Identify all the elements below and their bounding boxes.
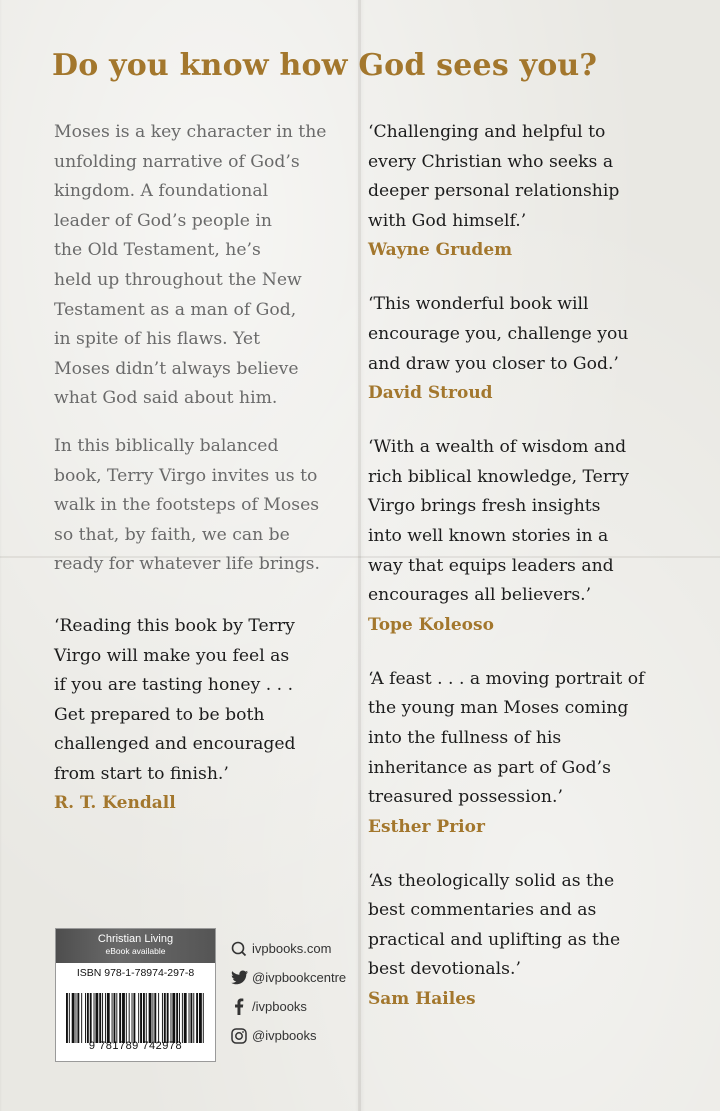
quote-line: into the fullness of his [368, 727, 562, 748]
ebook-label: eBook available [105, 946, 166, 956]
quote-line: rich biblical knowledge, Terry [368, 466, 629, 487]
barcode-image [64, 993, 207, 1043]
quote-line: practical and uplifting as the [368, 929, 621, 950]
text-line: In this biblically balanced [54, 435, 279, 456]
category-label: Christian Living [97, 933, 174, 945]
barcode-bar [102, 993, 103, 1043]
social-text: @ivpbookcentre [252, 970, 347, 985]
description-paragraph-1 [54, 118, 344, 414]
instagram-icon [230, 1027, 248, 1045]
quote-line: encourage you, challenge you [368, 323, 629, 344]
barcode-bar [138, 993, 139, 1043]
barcode-bar [167, 993, 169, 1043]
endorsement-author: Tope Koleoso [368, 614, 494, 635]
text-line: so that, by faith, we can be [54, 524, 290, 545]
text-line: kingdom. A foundational [54, 181, 269, 202]
endorsement-author: Sam Hailes [368, 989, 476, 1010]
headline: Do you know how God sees you? [52, 48, 598, 83]
social-text: ivpbooks.com [252, 941, 332, 956]
text-line: leader of God’s people in [54, 210, 272, 231]
endorsement-author: Wayne Grudem [368, 240, 513, 261]
quote-line: way that equips leaders and [368, 555, 614, 576]
social-website[interactable] [230, 934, 346, 963]
barcode-bar [95, 993, 98, 1043]
barcode-bar [81, 993, 82, 1043]
barcode-bar [149, 993, 152, 1043]
quote-line: into well known stories in a [368, 525, 609, 546]
barcode-bar [162, 993, 163, 1043]
social-links [230, 934, 346, 1050]
barcode-bar [112, 993, 113, 1043]
quote-line: from start to finish.’ [54, 763, 229, 784]
barcode-bar [132, 993, 133, 1043]
barcode-bar [66, 993, 68, 1043]
barcode-bar [152, 993, 153, 1043]
endorsement-hailes [368, 867, 688, 1013]
barcode-bar [164, 993, 166, 1043]
quote-line: with God himself.’ [368, 210, 527, 231]
social-text: @ivpbooks [252, 1028, 317, 1043]
barcode-bar [146, 993, 147, 1043]
barcode-bar [171, 993, 172, 1043]
barcode-bar [184, 993, 187, 1043]
barcode-bar [77, 993, 79, 1043]
text-line: the Old Testament, he’s [54, 240, 261, 261]
social-text: /ivpbooks [252, 999, 307, 1014]
twitter-icon [230, 969, 248, 987]
barcode-bar [69, 993, 70, 1043]
barcode-bar [190, 993, 192, 1043]
barcode-bar [105, 993, 106, 1043]
left-column [54, 118, 344, 817]
quote-line: encourages all believers.’ [368, 585, 592, 606]
barcode-bar [129, 993, 130, 1043]
text-line: in spite of his flaws. Yet [54, 329, 261, 350]
quote-line: if you are tasting honey . . . [54, 675, 294, 696]
barcode-bar [85, 993, 86, 1043]
quote-line: challenged and encouraged [54, 734, 296, 755]
barcode-bar [94, 993, 95, 1043]
barcode-bar [99, 993, 101, 1043]
text-line: Testament as a man of God, [54, 299, 297, 320]
facebook-icon [230, 998, 248, 1016]
barcode-bar [133, 993, 135, 1043]
barcode-bar [189, 993, 190, 1043]
quote-line: best devotionals.’ [368, 959, 521, 980]
isbn-label: ISBN 978-1-78974-297-8 [76, 967, 195, 979]
barcode-bar [126, 993, 127, 1043]
quote-line: Virgo will make you feel as [54, 645, 290, 666]
barcode-bar [196, 993, 198, 1043]
barcode-bar [119, 993, 121, 1043]
quote-line: Virgo brings fresh insights [368, 496, 601, 517]
barcode-bar [179, 993, 180, 1043]
barcode-bar [107, 993, 110, 1043]
endorsement-koleoso [368, 433, 688, 639]
right-column [368, 118, 688, 1013]
barcode-bar [122, 993, 125, 1043]
endorsement-author: David Stroud [368, 383, 493, 404]
barcode-bar [72, 993, 75, 1043]
barcode-number: 9 781789 742978 [88, 1040, 183, 1052]
text-line: unfolding narrative of God’s [54, 151, 300, 172]
barcode-bar [203, 993, 204, 1043]
quote-line: ‘This wonderful book will [368, 294, 589, 315]
social-instagram[interactable] [230, 1021, 346, 1050]
description-paragraph-2 [54, 432, 344, 580]
barcode-bar [158, 993, 159, 1043]
barcode-bar [87, 993, 89, 1043]
barcode-bar [176, 993, 178, 1043]
social-facebook[interactable] [230, 992, 346, 1021]
barcode-bar [172, 993, 175, 1043]
quote-line: treasured possession.’ [368, 787, 563, 808]
quote-line: every Christian who seeks a [368, 151, 614, 172]
endorsement-author: R. T. Kendall [54, 793, 176, 814]
text-line: walk in the footsteps of Moses [54, 495, 320, 516]
barcode-bar [114, 993, 116, 1043]
text-line: ready for whatever life brings. [54, 554, 320, 575]
quote-line: best commentaries and as [368, 900, 597, 921]
text-line: held up throughout the New [54, 269, 302, 290]
endorsement-kendall [54, 612, 344, 818]
barcode-bar [182, 993, 183, 1043]
social-twitter[interactable] [230, 963, 346, 992]
text-line: Moses is a key character in the [54, 122, 327, 142]
quote-line: ‘With a wealth of wisdom and [368, 437, 627, 458]
text-line: what God said about him. [54, 388, 278, 409]
quote-line: Get prepared to be both [54, 704, 265, 725]
barcode-panel [55, 928, 216, 1062]
quote-line: inheritance as part of God’s [368, 757, 611, 778]
barcode-bar [140, 993, 142, 1043]
barcode-bar [76, 993, 77, 1043]
text-line: Moses didn’t always believe [54, 358, 299, 379]
endorsement-grudem [368, 118, 688, 264]
endorsement-prior [368, 665, 688, 841]
barcode-bar [143, 993, 145, 1043]
search-icon [230, 940, 248, 958]
quote-line: ‘As theologically solid as the [368, 870, 615, 891]
quote-line: ‘A feast . . . a moving portrait of [368, 668, 645, 689]
quote-line: ‘Reading this book by Terry [54, 615, 295, 636]
quote-line: and draw you closer to God.’ [368, 353, 619, 374]
barcode-bar [193, 993, 194, 1043]
endorsement-stroud [368, 290, 688, 407]
quote-line: the young man Moses coming [368, 698, 629, 719]
text-line: book, Terry Virgo invites us to [54, 465, 318, 486]
barcode-bar [116, 993, 117, 1043]
quote-line: deeper personal relationship [368, 181, 620, 202]
barcode-bar [90, 993, 92, 1043]
barcode-bar [199, 993, 202, 1043]
barcode-bar [154, 993, 156, 1043]
endorsement-author: Esther Prior [368, 816, 485, 837]
category-band [56, 929, 215, 963]
quote-line: ‘Challenging and helpful to [368, 122, 606, 142]
